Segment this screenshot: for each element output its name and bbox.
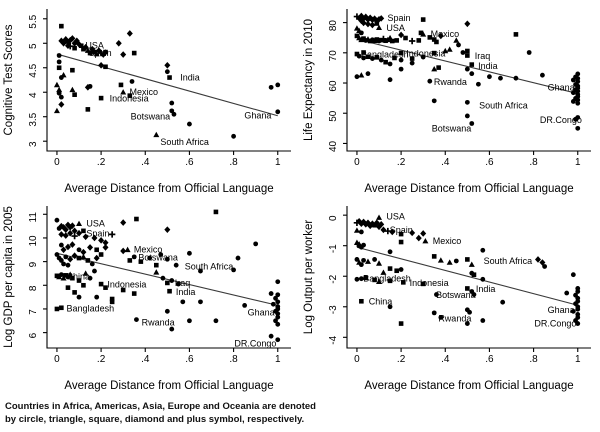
country-label: Botswana [431, 123, 472, 134]
y-axis-title: Life Expectancy in 2010 [303, 18, 315, 142]
x-tick-label: .6 [485, 157, 494, 168]
country-label: Mexico [129, 87, 159, 98]
x-axis-title: Average Distance from Official Language [364, 380, 574, 392]
panel-life-expectancy-2010 [300, 2, 600, 199]
country-label: USA [386, 211, 405, 222]
country-label: Indonesia [406, 48, 446, 59]
y-tick-label: 80 [328, 20, 339, 32]
scatter-log-gdp-per-capita-2005 [0, 199, 300, 394]
x-tick-label: .4 [441, 354, 450, 365]
y-tick-label: -3 [328, 305, 339, 315]
country-label: USA [86, 218, 105, 229]
country-label: Bangladesh [66, 303, 115, 314]
y-tick-label: 40 [328, 140, 339, 153]
y-tick-label: 9 [27, 261, 39, 268]
x-tick-label: .8 [529, 354, 538, 365]
country-label: Botswana [138, 252, 178, 263]
country-label: India [478, 61, 498, 72]
country-label: China [368, 296, 393, 307]
country-label: Indonesia [107, 279, 147, 290]
country-label: Ghana [547, 304, 575, 315]
country-label: Ghana [547, 82, 575, 93]
y-tick-label: 4.5 [28, 63, 39, 78]
x-tick-label: .4 [141, 157, 150, 168]
panel-log-gdp-per-capita-2005 [0, 199, 300, 396]
x-tick-label: 1 [574, 157, 581, 168]
y-axis-title: Log Output per worker [303, 219, 315, 335]
country-label: Indonesia [409, 277, 449, 288]
country-label: India [475, 284, 496, 295]
country-label: DR.Congo [234, 338, 277, 349]
x-tick-label: 1 [274, 157, 281, 168]
x-tick-label: .2 [396, 354, 406, 365]
x-tick-label: 0 [54, 354, 60, 365]
y-tick-label: 3 [28, 141, 39, 147]
panel-log-output-per-worker [300, 199, 600, 396]
x-tick-label: .2 [396, 157, 406, 168]
x-tick-label: .4 [441, 157, 450, 168]
y-tick-label: 6 [28, 332, 39, 339]
y-tick-label: 70 [328, 50, 339, 62]
country-label: South Africa [479, 100, 528, 111]
figure-caption-line1: Countries in Africa, Americas, Asia, Europe and Oceania are denoted [5, 401, 316, 412]
country-label: South Africa [483, 255, 533, 266]
trend-line [357, 39, 578, 93]
y-tick-label: -4 [328, 335, 339, 345]
scatter-life-expectancy-2010 [300, 2, 600, 197]
y-tick-label: 50 [328, 110, 339, 122]
country-label: Spain [389, 224, 413, 235]
y-tick-label: 7 [28, 309, 39, 315]
y-tick-label: 11 [28, 212, 39, 223]
y-tick-label: 4 [28, 92, 39, 99]
country-label: Ghana [244, 110, 272, 121]
country-label: Iraq [174, 277, 191, 288]
country-label: Ghana [247, 307, 275, 318]
x-tick-label: .8 [529, 157, 538, 168]
x-tick-label: .4 [141, 354, 150, 365]
x-tick-label: .6 [485, 354, 494, 365]
country-label: Mexico [430, 28, 460, 39]
x-tick-label: .6 [185, 157, 194, 168]
y-tick-label: 0 [328, 215, 339, 221]
x-axis-title: Average Distance from Official Language [364, 183, 574, 195]
country-label: DR.Congo [534, 318, 577, 329]
country-label: USA [85, 40, 104, 51]
y-tick-label: -2 [328, 274, 339, 284]
y-axis-title: Log GDP per capita in 2005 [3, 206, 15, 348]
country-label: Iraq [474, 50, 491, 61]
country-label: South Africa [184, 261, 234, 272]
country-label: India [180, 72, 200, 83]
x-tick-label: 0 [54, 157, 60, 168]
country-label: Spain [387, 13, 411, 24]
country-label: DR.Congo [539, 114, 582, 125]
country-label: Rwanda [438, 313, 472, 324]
x-tick-label: .8 [229, 157, 238, 168]
x-axis-title: Average Distance from Official Language [64, 380, 274, 392]
country-labels [85, 41, 271, 147]
x-tick-label: 0 [354, 354, 360, 365]
figure-caption-line2: by circle, triangle, square, diamond and plus symbol, respectively. [5, 413, 305, 425]
x-tick-label: 1 [274, 354, 281, 365]
y-tick-label: 5.5 [28, 14, 39, 29]
y-tick-label: 3.5 [28, 112, 39, 127]
x-tick-label: .2 [96, 354, 106, 365]
y-tick-label: -1 [328, 244, 339, 254]
panel-cognitive-test-scores [0, 2, 300, 199]
figure-caption [5, 401, 600, 426]
country-label: India [175, 286, 196, 297]
country-label: China [66, 271, 91, 282]
x-tick-label: .8 [229, 354, 238, 365]
x-tick-label: .6 [185, 354, 194, 365]
country-label: Spain [86, 228, 110, 239]
country-label: Indonesia [109, 93, 149, 104]
y-tick-label: 10 [28, 235, 39, 247]
scatter-cognitive-test-scores [0, 2, 300, 197]
country-label: Bangladesh [363, 273, 411, 284]
y-tick-label: 5 [28, 43, 39, 50]
country-label: USA [386, 23, 405, 34]
country-label: Botswana [436, 290, 476, 301]
country-label: Spain [88, 48, 112, 59]
y-tick-label: 60 [328, 80, 339, 92]
scatter-log-output-per-worker [300, 199, 600, 394]
y-tick-label: 8 [28, 285, 39, 292]
x-tick-label: 1 [574, 354, 581, 365]
country-label: Mexico [133, 244, 163, 255]
axes [43, 9, 291, 155]
y-axis-title: Cognitive Test Scores [3, 24, 15, 136]
x-tick-label: 0 [354, 157, 360, 168]
x-axis-title: Average Distance from Official Language [64, 183, 274, 195]
country-label: Bangladesh [361, 49, 409, 60]
x-tick-label: .2 [96, 157, 106, 168]
points-layer [354, 215, 580, 326]
country-label: Mexico [432, 236, 462, 247]
country-label: Botswana [130, 111, 171, 122]
country-label: South Africa [160, 137, 209, 148]
country-label: Rwanda [433, 76, 467, 87]
country-label: Rwanda [141, 317, 175, 328]
